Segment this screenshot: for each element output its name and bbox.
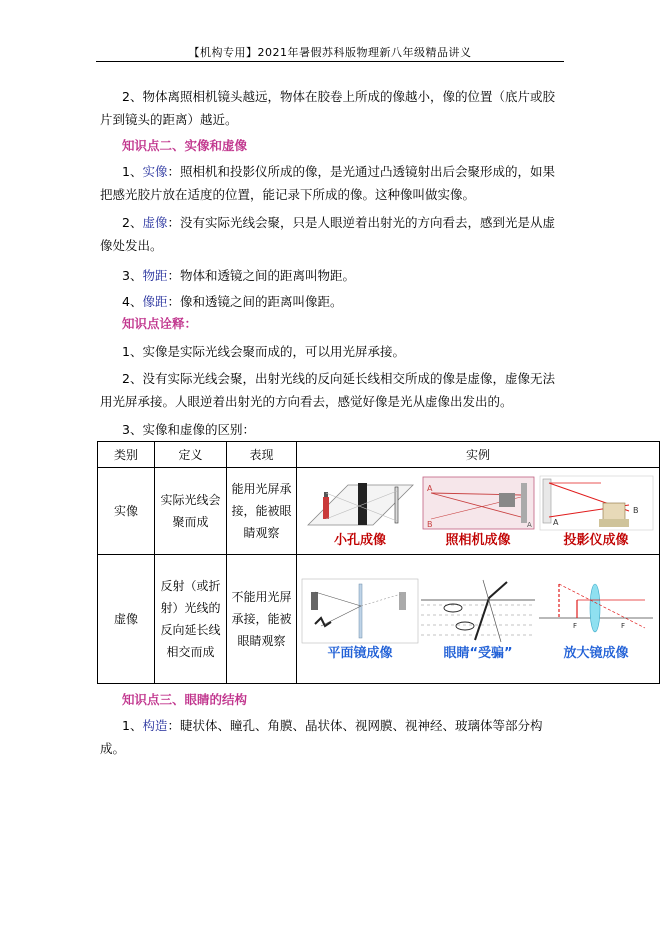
svg-text:B: B xyxy=(632,506,638,515)
term-structure: 构造 xyxy=(142,718,168,733)
comparison-table xyxy=(97,441,660,684)
svg-text:F: F xyxy=(621,622,626,630)
row-definition: 实际光线会聚而成 xyxy=(155,468,227,555)
example-pinhole xyxy=(303,475,418,549)
header-rule xyxy=(96,61,564,62)
term-virtual-image: 虚像 xyxy=(142,215,168,230)
row-examples xyxy=(297,468,660,555)
definition-text: ：照相机和投影仪所成的像，是光通过凸透镜射出后会聚形成的，如果把感光胶片放在适度的位置，能记录下所成的像。这种像叫做实像。 xyxy=(100,164,555,202)
page-header: 【机构专用】2021年暑假苏科版物理新八年级精品讲义 xyxy=(188,46,472,59)
svg-text:A: A xyxy=(526,521,532,529)
row-behavior: 能用光屏承接，能被眼睛观察 xyxy=(226,468,296,555)
row-behavior: 不能用光屏承接，能被眼睛观察 xyxy=(226,555,296,684)
eye-deceived-diagram xyxy=(419,578,537,644)
example-eye-deceived xyxy=(419,578,537,662)
note-3: 3、实像和虚像的区别： xyxy=(122,422,255,437)
term-object-distance: 物距 xyxy=(142,268,168,283)
row-category: 虚像 xyxy=(98,555,155,684)
note-1: 1、实像是实际光线会聚而成的，可以用光屏承接。 xyxy=(122,344,405,359)
definition-text: ：物体和透镜之间的距离叫物距。 xyxy=(167,268,355,283)
caption-eye-deceived: 眼睛“受骗” xyxy=(443,646,513,661)
caption-magnifier: 放大镜成像 xyxy=(563,646,629,661)
item-number: 3、 xyxy=(122,268,143,283)
svg-text:F: F xyxy=(573,622,578,630)
svg-text:A: A xyxy=(426,484,432,493)
section3-title: 知识点三、眼睛的结构 xyxy=(122,692,248,707)
definition-virtual-image xyxy=(100,211,560,257)
row-definition: 反射（或折射）光线的反向延长线相交而成 xyxy=(155,555,227,684)
svg-text:A: A xyxy=(552,518,558,527)
header-category: 类别 xyxy=(98,442,155,468)
header-definition: 定义 xyxy=(155,442,227,468)
row-examples xyxy=(297,555,660,684)
definition-object-distance xyxy=(100,264,560,287)
definition-text: ：没有实际光线会聚，只是人眼逆着出射光的方向看去，感到光是从虚像处发出。 xyxy=(100,215,555,253)
camera-diagram xyxy=(421,475,536,531)
definition-text: ：像和透镜之间的距离叫像距。 xyxy=(167,294,343,309)
section2-title: 知识点二、实像和虚像 xyxy=(122,138,248,153)
table-header-row xyxy=(98,442,660,468)
note-2: 2、没有实际光线会聚，出射光线的反向延长线相交所成的像是虚像，虚像无法用光屏承接。人眼逆着出射光的方向看去，感觉好像是光从虚像出发出的。 xyxy=(100,371,555,409)
magnifier-diagram xyxy=(537,578,655,644)
header-examples: 实例 xyxy=(297,442,660,468)
projector-diagram xyxy=(539,475,654,531)
item-number: 1、 xyxy=(122,164,143,179)
term-image-distance: 像距 xyxy=(142,294,168,309)
table-row xyxy=(98,468,660,555)
structure-text: ：睫状体、瞳孔、角膜、晶状体、视网膜、视神经、玻璃体等部分构成。 xyxy=(100,718,543,756)
item-number: 4、 xyxy=(122,294,143,309)
item-number: 1、 xyxy=(122,718,143,733)
item-number: 2、 xyxy=(122,215,143,230)
header-behavior: 表现 xyxy=(226,442,296,468)
term-real-image: 实像 xyxy=(142,164,168,179)
row-category: 实像 xyxy=(98,468,155,555)
intro-paragraph: 2、物体离照相机镜头越远，物体在胶卷上所成的像越小，像的位置（底片或胶片到镜头的距离）越近。 xyxy=(100,89,555,127)
caption-pinhole: 小孔成像 xyxy=(333,533,386,548)
table-row xyxy=(98,555,660,684)
definition-image-distance xyxy=(100,290,560,313)
eye-structure-paragraph xyxy=(100,714,560,760)
example-magnifier xyxy=(537,578,655,662)
example-camera xyxy=(421,475,536,549)
example-plane-mirror xyxy=(301,578,419,662)
notes-title: 知识点诠释： xyxy=(122,316,198,331)
caption-plane-mirror: 平面镜成像 xyxy=(327,646,393,661)
example-projector xyxy=(539,475,654,549)
definition-real-image xyxy=(100,160,560,206)
plane-mirror-diagram xyxy=(301,578,419,644)
caption-projector: 投影仪成像 xyxy=(563,533,629,548)
svg-text:B: B xyxy=(426,520,432,529)
pinhole-diagram xyxy=(303,475,418,531)
caption-camera: 照相机成像 xyxy=(445,533,511,548)
